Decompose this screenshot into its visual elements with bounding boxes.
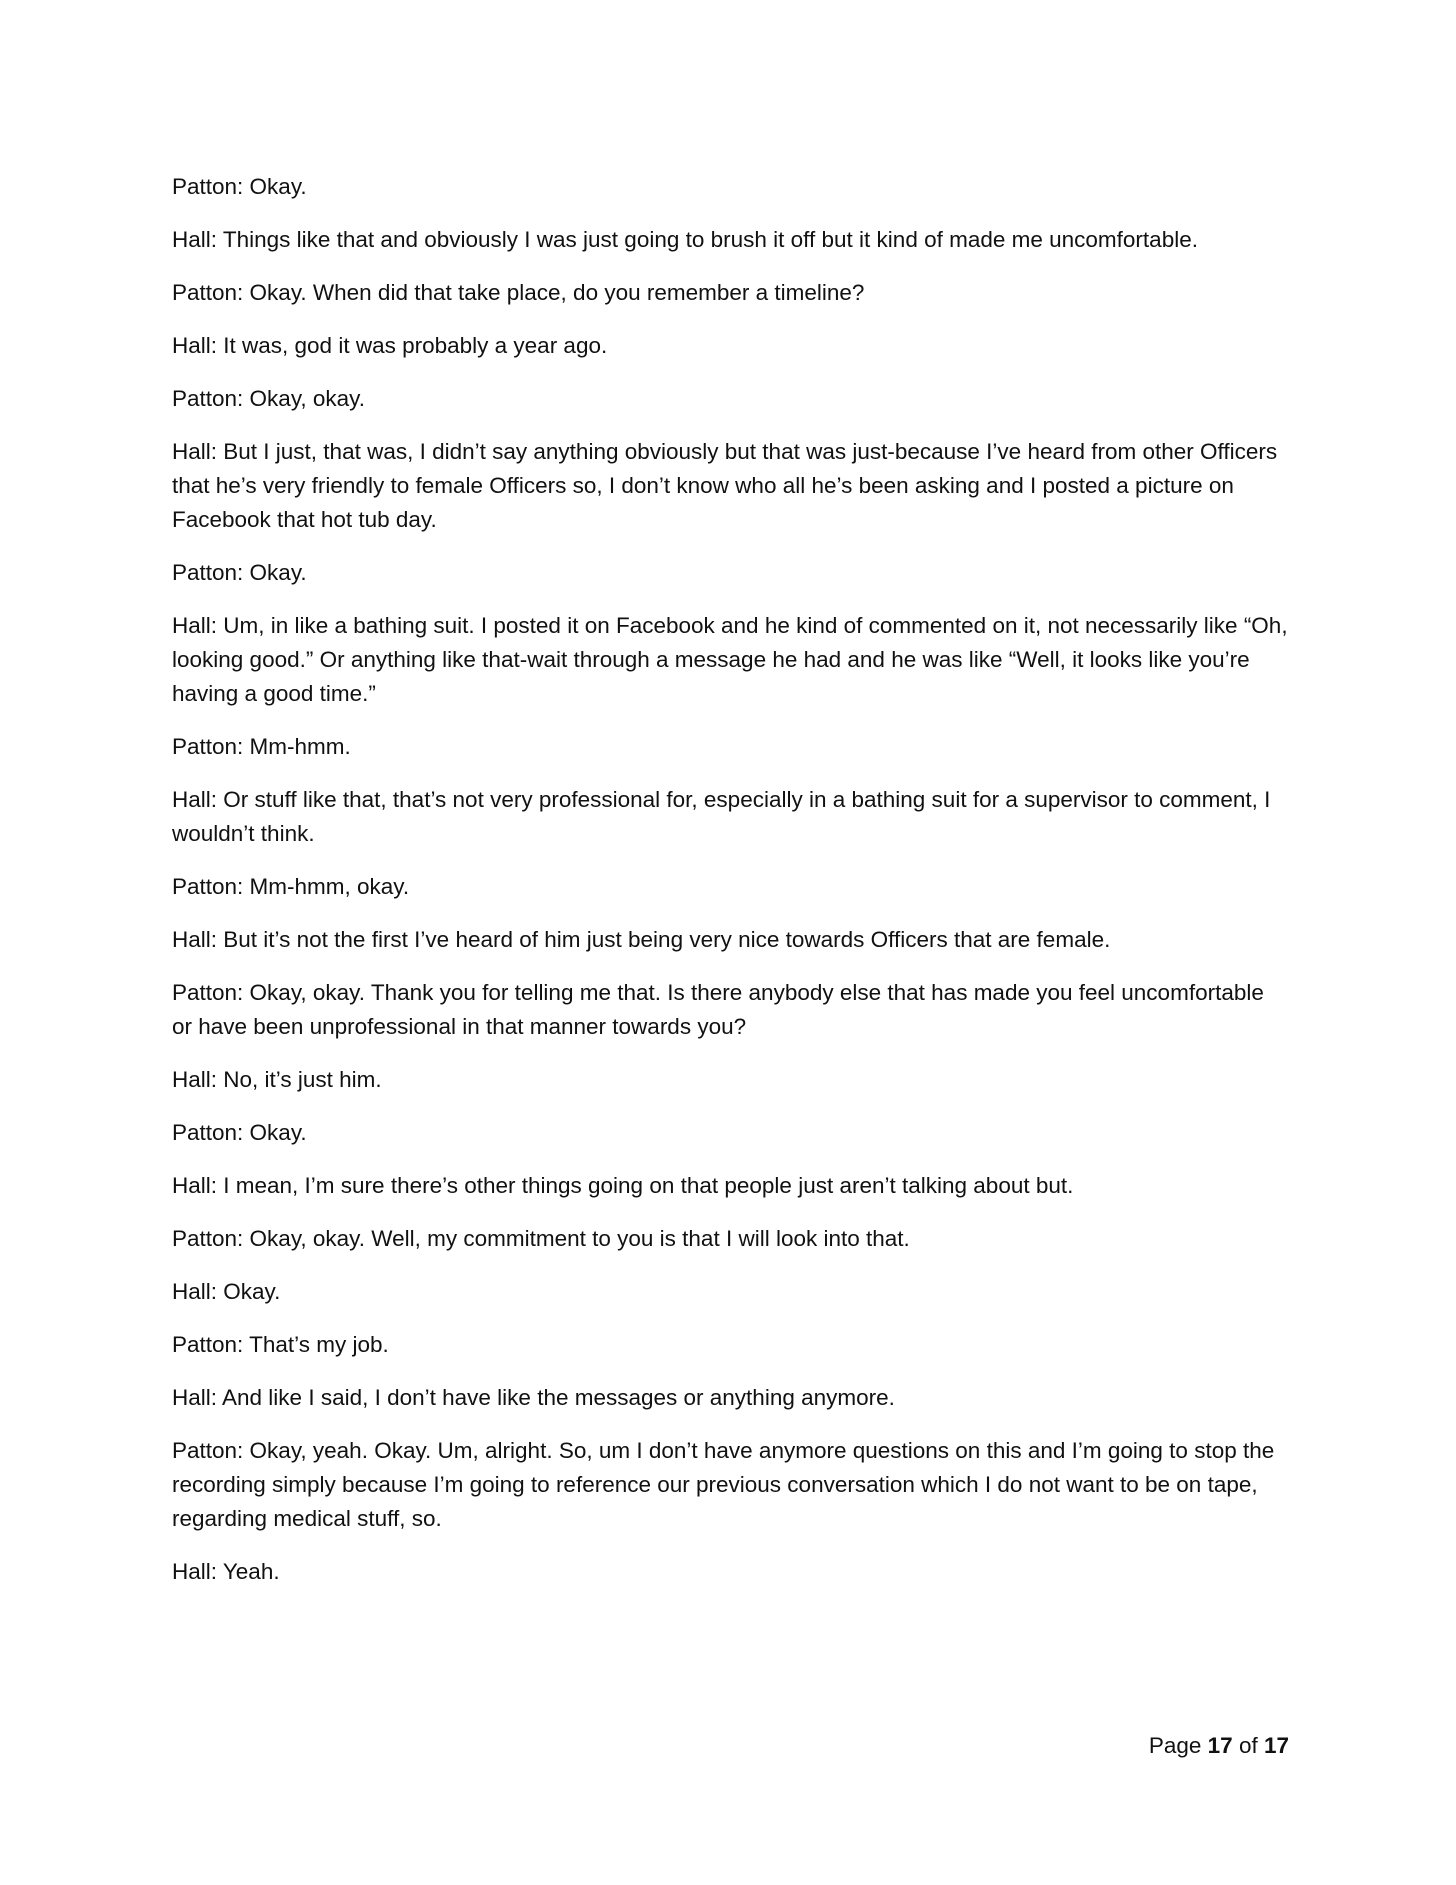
transcript-line: Hall: And like I said, I don’t have like the messages or anything anymore. [172,1385,895,1410]
transcript-line: Patton: Okay. When did that take place, do you remember a timeline? [172,280,865,305]
current-page-number: 17 [1207,1733,1233,1758]
transcript-line: Hall: Things like that and obviously I was just going to brush it off but it kind of made me uncomfortable. [172,227,1198,252]
transcript-line: Patton: Mm-hmm, okay. [172,874,410,899]
page-word: Page [1148,1733,1202,1758]
transcript-line: Patton: Okay. [172,174,307,199]
total-page-count: 17 [1263,1733,1289,1758]
transcript-line: Patton: Okay, okay. Thank you for telling me that. Is there anybody else that has made you feel uncomfortable or have been unprofessional in that manner towards you? [172,980,1264,1039]
transcript-line: Hall: But I just, that was, I didn’t say anything obviously but that was just-because I’ve heard from other Officers that he’s very friendly to female Officers so, I don’t know who all he’s been asking and I posted a picture on Facebook that hot tub day. [172,439,1278,532]
of-word: of [1238,1733,1258,1758]
transcript-line: Hall: But it’s not the first I’ve heard of him just being very nice towards Officers that are female. [172,927,1111,952]
transcript-body [172,170,1290,1608]
transcript-line: Patton: Okay, yeah. Okay. Um, alright. So, um I don’t have anymore questions on this and I’m going to stop the recording simply because I’m going to reference our previous conversation which I do not want to be on tape, regarding medical stuff, so. [172,1438,1275,1531]
transcript-line: Hall: No, it’s just him. [172,1067,382,1092]
transcript-line: Patton: Mm-hmm. [172,734,351,759]
transcript-line: Patton: That’s my job. [172,1332,389,1357]
transcript-line: Patton: Okay, okay. [172,386,366,411]
page-number-footer [1149,1729,1289,1763]
transcript-line: Hall: Yeah. [172,1559,280,1584]
transcript-line: Patton: Okay. [172,1120,307,1145]
transcript-line: Hall: I mean, I’m sure there’s other things going on that people just aren’t talking about but. [172,1173,1074,1198]
transcript-line: Hall: Okay. [172,1279,281,1304]
transcript-line: Patton: Okay, okay. Well, my commitment to you is that I will look into that. [172,1226,910,1251]
transcript-line: Hall: Or stuff like that, that’s not very professional for, especially in a bathing suit for a supervisor to comment, I wouldn’t think. [172,787,1271,846]
transcript-line: Hall: Um, in like a bathing suit. I posted it on Facebook and he kind of commented on it, not necessarily like “Oh, looking good.” Or anything like that-wait through a message he had and he was like “Well, it looks like you’re having a good time.” [172,613,1288,706]
transcript-line: Patton: Okay. [172,560,307,585]
transcript-line: Hall: It was, god it was probably a year ago. [172,333,608,358]
